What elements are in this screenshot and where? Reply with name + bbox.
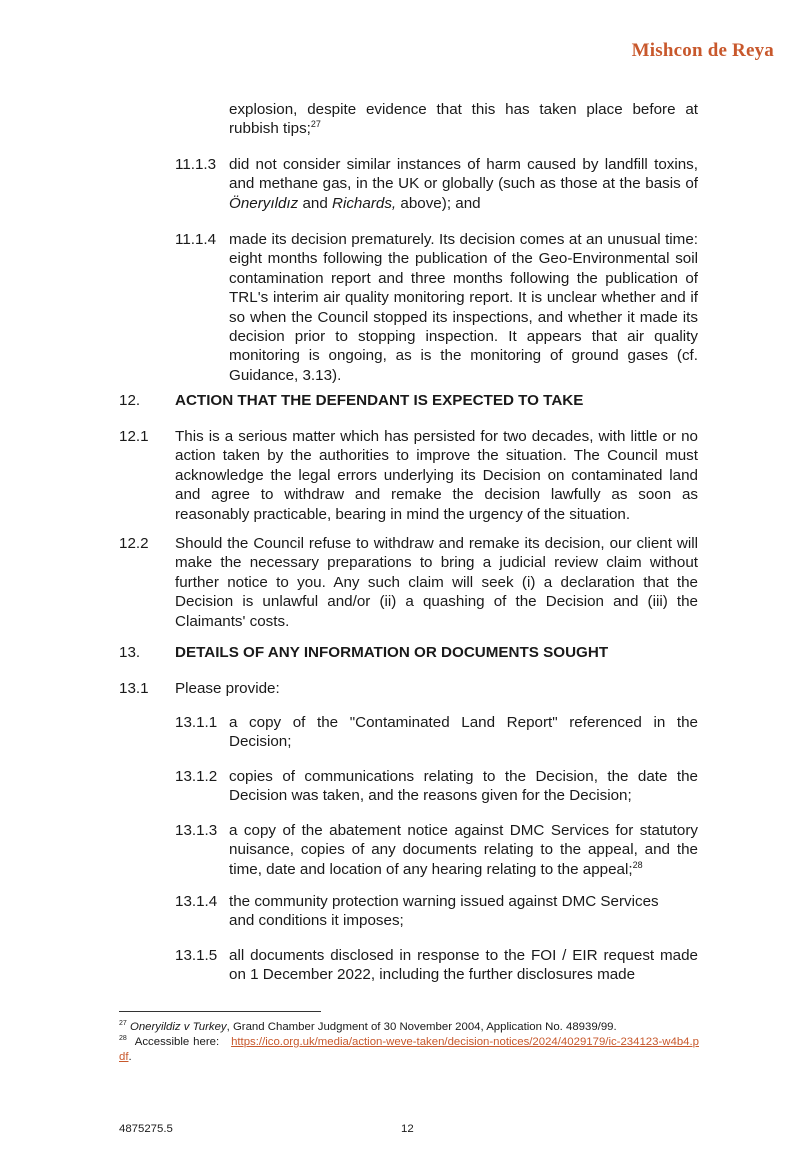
item-11-1-3-text: did not consider similar instances of harm caused by landfill toxins, and methane gas, in the UK or globally (such as those at the basis of Öneryıldız and Richards, above); and xyxy=(229,156,698,212)
item-number-12-1: 12.1 xyxy=(119,428,149,445)
page-number: 12 xyxy=(401,1123,414,1135)
footnote-28: $^{28}$ Accessible here: https://ico.org.uk/media/action-weve-taken/decision-notices/2024/4029179/ic-234123-w4b4.pdf. xyxy=(119,1035,699,1063)
footnote-27: $^{27}$ Oneryildiz v Turkey, Grand Chamber Judgment of 30 November 2004, Application No. 48939/99. xyxy=(119,1020,617,1033)
section-number-13: 13. xyxy=(119,644,141,661)
firm-logo: Mishcon de Reya xyxy=(631,40,774,61)
item-number-13-1-4: 13.1.4 xyxy=(175,893,218,910)
continuation-paragraph: explosion, despite evidence that this has taken place before at rubbish tips;$^{27}$ xyxy=(229,101,698,138)
item-13-1-1-text: a copy of the "Contaminated Land Report" referenced in the Decision; xyxy=(229,714,698,751)
item-number-13-1-3: 13.1.3 xyxy=(175,822,218,839)
item-number-13-1: 13.1 xyxy=(119,680,149,697)
item-13-1-text: Please provide: xyxy=(175,680,280,697)
section-heading-12: ACTION THAT THE DEFENDANT IS EXPECTED TO TAKE xyxy=(175,392,584,409)
item-number-11-1-3: 11.1.3 xyxy=(175,156,217,173)
footnote-ref-27[interactable]: 27 xyxy=(310,119,321,130)
item-13-1-5-text: all documents disclosed in response to the FOI / EIR request made on 1 December 2022, including the further disclosures made xyxy=(229,947,698,984)
item-13-1-2-text: copies of communications relating to the Decision, the date the Decision was taken, and the reasons given for the Decision; xyxy=(229,768,698,805)
footnote-28-link[interactable]: https://ico.org.uk/media/action-weve-taken/decision-notices/2024/4029179/ic-234123-w4b4.pdf xyxy=(119,1036,699,1063)
item-12-2-text: Should the Council refuse to withdraw and remake its decision, our client will make the necessary preparations to bring a judicial review claim without further notice to you. Any such claim will seek (i) a declaration that the Decision is unlawful and/or (ii) a quashing of the Decision and (iii) the Claimants' costs. xyxy=(175,535,698,630)
item-number-11-1-4: 11.1.4 xyxy=(175,231,217,248)
item-number-12-2: 12.2 xyxy=(119,535,149,552)
footnote-separator xyxy=(119,1011,321,1012)
item-12-1-text: This is a serious matter which has persisted for two decades, with little or no action taken by the authorities to improve the situation. The Council must acknowledge the legal errors underlying its Decision on contaminated land and agree to withdraw and remake the decision lawfully as soon as reasonably practicable, bearing in mind the urgency of the situation. xyxy=(175,428,698,523)
item-13-1-3-text: a copy of the abatement notice against DMC Services for statutory nuisance, copies of any documents relating to the appeal, and the time, date and location of any hearing relating to the appeal;$^{28}$ xyxy=(229,822,698,878)
section-heading-13: DETAILS OF ANY INFORMATION OR DOCUMENTS SOUGHT xyxy=(175,644,609,661)
item-13-1-4-text: the community protection warning issued against DMC Services and conditions it imposes; xyxy=(229,893,659,930)
section-number-12: 12. xyxy=(119,392,141,409)
item-number-13-1-5: 13.1.5 xyxy=(175,947,218,964)
footnote-ref-28[interactable]: 28 xyxy=(632,859,643,870)
item-number-13-1-1: 13.1.1 xyxy=(175,714,218,731)
item-number-13-1-2: 13.1.2 xyxy=(175,768,218,785)
document-reference: 4875275.5 xyxy=(119,1123,173,1135)
item-11-1-4-text: made its decision prematurely. Its decision comes at an unusual time: eight months following the publication of the Geo-Environmental soil contamination report and three months following the publication of TRL's interim air quality monitoring report. It is unclear whether and if so when the Council stopped its inspections, and whether it made its decision prior to stopping inspection. It appears that air quality monitoring is ongoing, as is the monitoring of ground gases (cf. Guidance, 3.13). xyxy=(229,231,698,384)
